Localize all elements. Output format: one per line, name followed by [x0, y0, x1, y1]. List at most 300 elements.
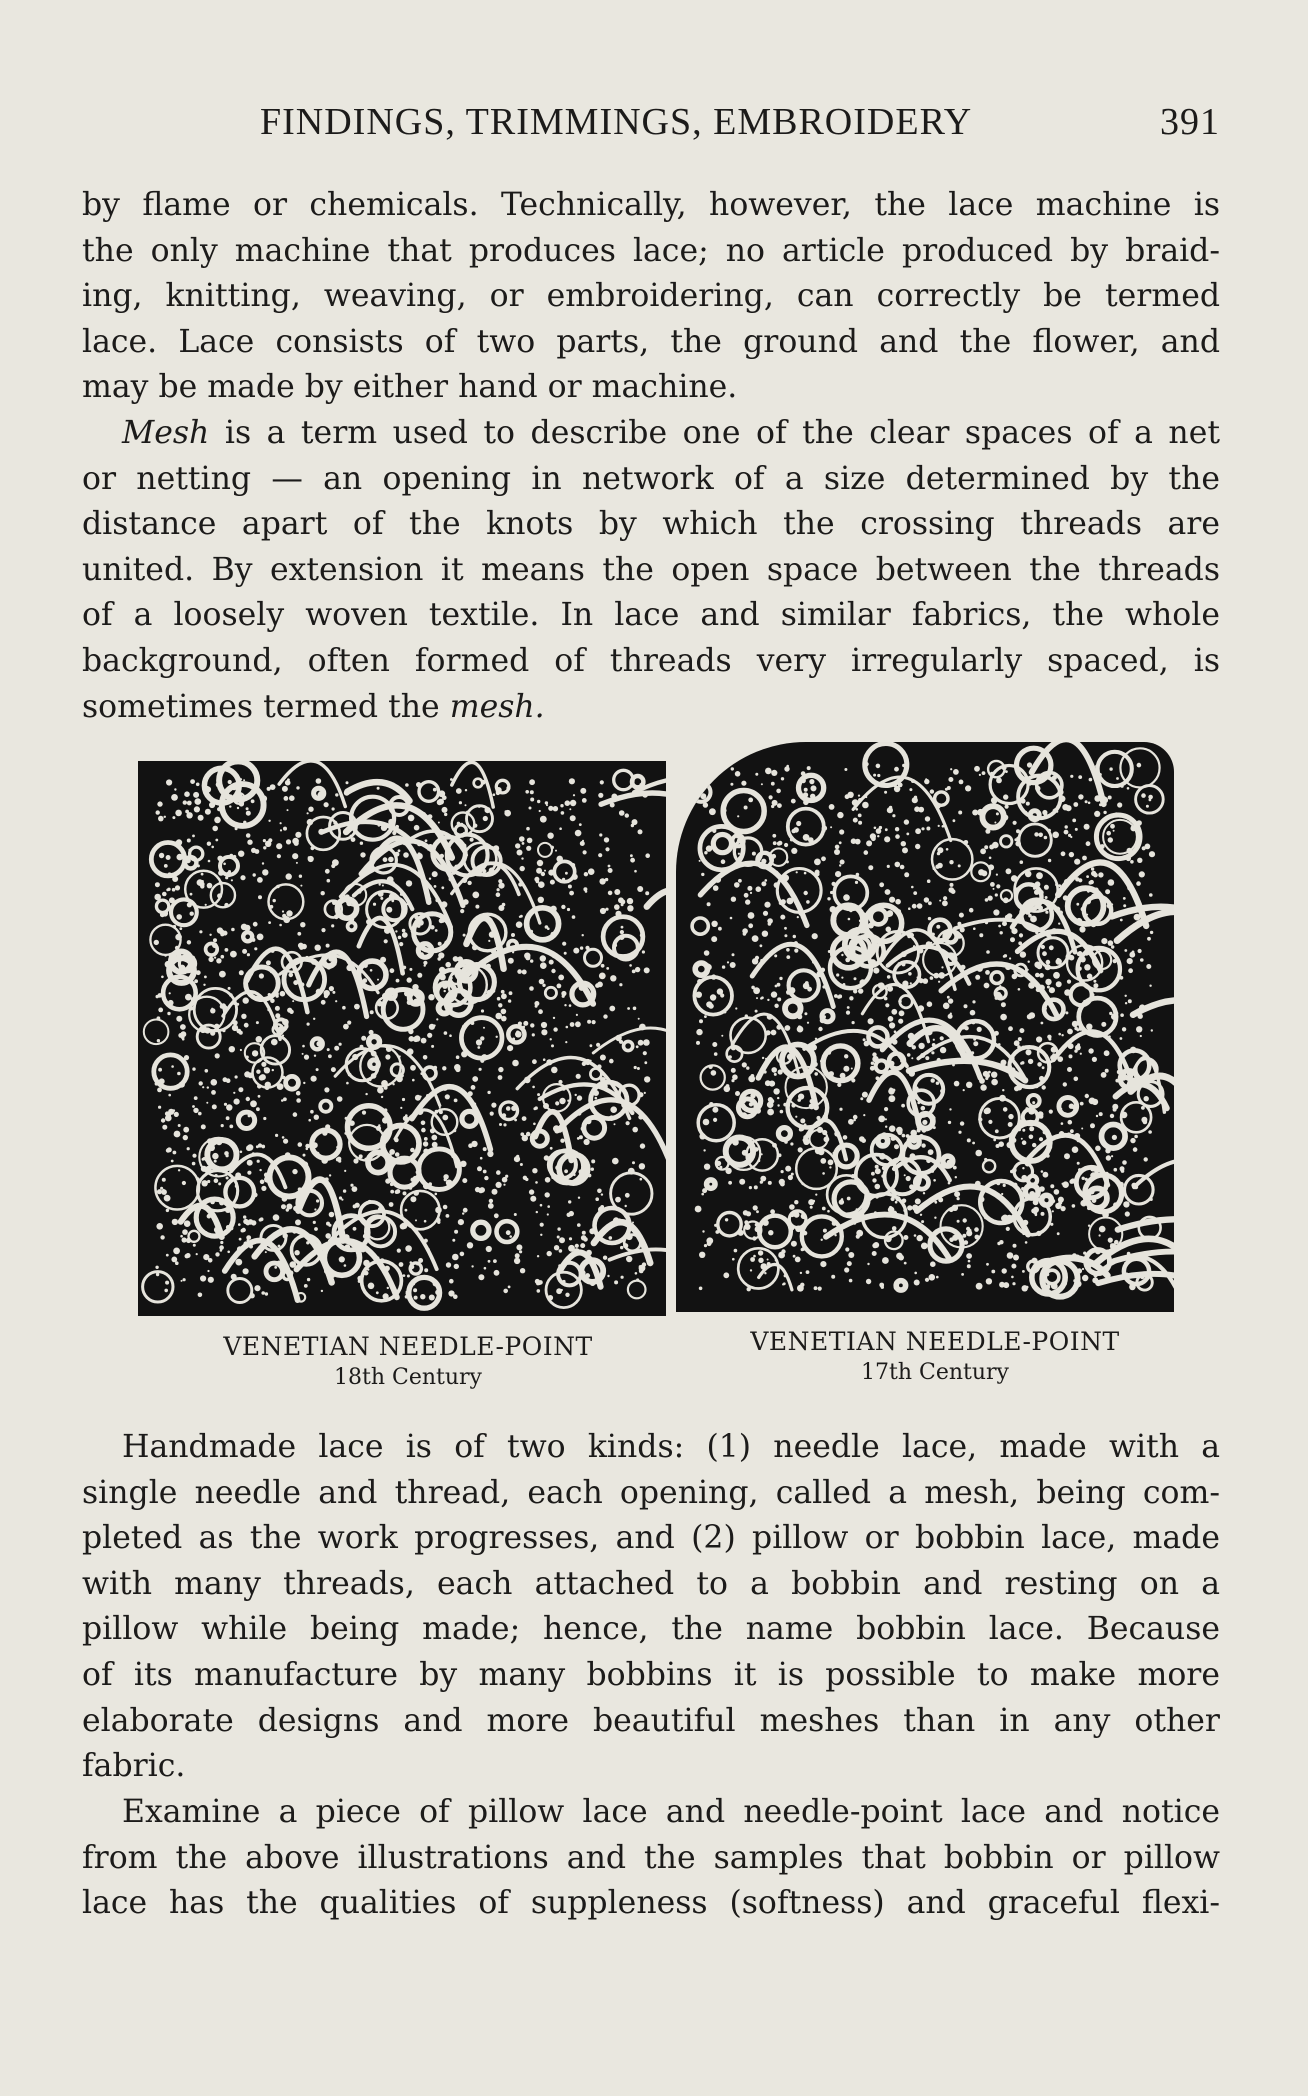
lace-mesh-dot — [1039, 1076, 1044, 1081]
lace-mesh-dot — [391, 899, 394, 902]
lace-mesh-dot — [316, 778, 322, 784]
lace-mesh-dot — [600, 780, 604, 784]
lace-mesh-dot — [1082, 1268, 1084, 1270]
lace-mesh-dot — [1080, 957, 1086, 963]
lace-mesh-dot — [864, 762, 868, 766]
lace-mesh-dot — [958, 1131, 961, 1134]
lace-mesh-dot — [526, 1132, 531, 1137]
lace-mesh-dot — [780, 915, 785, 920]
lace-mesh-dot — [157, 801, 162, 806]
lace-mesh-dot — [585, 1273, 590, 1278]
lace-mesh-dot — [382, 993, 389, 1000]
lace-mesh-dot — [766, 1030, 771, 1035]
lace-mesh-dot — [407, 977, 412, 982]
lace-scroll — [853, 777, 951, 840]
lace-mesh-dot — [414, 825, 420, 831]
lace-mesh-dot — [619, 934, 625, 940]
lace-mesh-dot — [1079, 926, 1085, 932]
lace-mesh-dot — [801, 771, 806, 776]
lace-mesh-dot — [902, 1199, 907, 1204]
lace-mesh-dot — [1137, 763, 1142, 768]
lace-mesh-dot — [598, 1206, 605, 1213]
lace-mesh-dot — [397, 1249, 401, 1253]
lace-mesh-dot — [403, 1191, 407, 1195]
lace-mesh-dot — [550, 846, 554, 850]
lace-mesh-dot — [1088, 1048, 1093, 1053]
lace-mesh-dot — [863, 1038, 866, 1041]
lace-mesh-dot — [716, 826, 718, 828]
lace-mesh-dot — [370, 969, 373, 972]
lace-mesh-dot — [171, 794, 178, 801]
lace-mesh-dot — [773, 1088, 779, 1094]
lace-mesh-dot — [471, 833, 474, 836]
lace-mesh-dot — [1148, 1130, 1152, 1134]
lace-mesh-dot — [164, 1289, 168, 1293]
lace-mesh-dot — [444, 990, 446, 992]
lace-mesh-dot — [409, 1036, 415, 1042]
lace-mesh-dot — [568, 1245, 575, 1252]
lace-mesh-dot — [1078, 1027, 1082, 1031]
lace-mesh-dot — [608, 868, 613, 873]
lace-mesh-dot — [1072, 819, 1076, 823]
lace-mesh-dot — [389, 1149, 395, 1155]
lace-mesh-dot — [454, 1264, 459, 1269]
lace-mesh-dot — [1037, 1062, 1042, 1067]
lace-mesh-dot — [794, 1200, 798, 1204]
lace-mesh-dot — [1041, 945, 1045, 949]
lace-mesh-dot — [496, 1170, 501, 1175]
lace-mesh-dot — [347, 1021, 351, 1025]
lace-motif — [1071, 984, 1092, 1005]
lace-mesh-dot — [479, 1068, 482, 1071]
lace-mesh-dot — [845, 1247, 849, 1251]
lace-mesh-dot — [704, 950, 710, 956]
lace-motif — [473, 1222, 489, 1238]
lace-mesh-dot — [280, 829, 282, 831]
lace-mesh-dot — [710, 994, 716, 1000]
lace-mesh-dot — [400, 1107, 402, 1109]
lace-mesh-dot — [253, 922, 258, 927]
lace-mesh-dot — [573, 948, 579, 954]
lace-mesh-dot — [398, 936, 402, 940]
lace-mesh-dot — [637, 886, 643, 892]
lace-mesh-dot — [165, 1281, 169, 1285]
lace-mesh-dot — [915, 1198, 921, 1204]
lace-mesh-dot — [233, 855, 237, 859]
lace-mesh-dot — [1012, 1282, 1015, 1285]
lace-mesh-dot — [273, 899, 276, 902]
lace-mesh-dot — [991, 797, 998, 804]
lace-mesh-dot — [278, 1245, 281, 1248]
lace-mesh-dot — [1039, 1186, 1045, 1192]
lace-mesh-dot — [783, 1103, 787, 1107]
lace-mesh-dot — [488, 1260, 491, 1263]
lace-mesh-dot — [767, 1109, 774, 1116]
lace-mesh-dot — [701, 873, 704, 876]
lace-mesh-dot — [771, 782, 775, 786]
lace-mesh-dot — [557, 1227, 560, 1230]
lace-mesh-dot — [605, 847, 609, 851]
lace-mesh-dot — [921, 827, 924, 830]
lace-mesh-dot — [843, 1066, 849, 1072]
lace-mesh-dot — [1102, 1212, 1109, 1219]
lace-mesh-dot — [1123, 1201, 1129, 1207]
lace-mesh-dot — [871, 1172, 875, 1176]
lace-mesh-dot — [588, 1174, 592, 1178]
lace-mesh-dot — [895, 1201, 898, 1204]
lace-mesh-dot — [580, 1243, 585, 1248]
lace-mesh-dot — [891, 1009, 897, 1015]
lace-mesh-dot — [547, 833, 553, 839]
lace-mesh-dot — [407, 1275, 410, 1278]
lace-mesh-dot — [416, 782, 421, 787]
lace-mesh-dot — [1008, 1026, 1013, 1031]
lace-mesh-dot — [1099, 773, 1102, 776]
lace-mesh-dot — [244, 1071, 250, 1077]
lace-mesh-dot — [202, 1086, 204, 1088]
lace-mesh-dot — [345, 1117, 348, 1120]
text-line: fabric. — [82, 1748, 186, 1785]
lace-mesh-dot — [212, 826, 218, 832]
text-line: single needle and thread, each opening, called a mesh, being com- — [82, 1474, 1220, 1511]
lace-mesh-dot — [545, 1192, 550, 1197]
lace-mesh-dot — [976, 1283, 983, 1290]
lace-mesh-dot — [508, 999, 511, 1002]
lace-mesh-dot — [777, 803, 782, 808]
lace-mesh-dot — [1082, 856, 1087, 861]
lace-mesh-dot — [475, 905, 479, 909]
lace-mesh-dot — [899, 1010, 905, 1016]
lace-mesh-dot — [966, 1082, 972, 1088]
lace-mesh-dot — [858, 821, 862, 825]
lace-mesh-dot — [768, 922, 772, 926]
lace-mesh-dot — [246, 1056, 249, 1059]
lace-mesh-dot — [285, 1025, 289, 1029]
lace-mesh-dot — [496, 791, 500, 795]
lace-mesh-dot — [530, 1023, 534, 1027]
lace-mesh-dot — [424, 1137, 428, 1141]
lace-mesh-dot — [1130, 825, 1136, 831]
lace-mesh-dot — [621, 926, 624, 929]
lace-mesh-dot — [696, 992, 702, 998]
lace-mesh-dot — [894, 1144, 899, 1149]
lace-mesh-dot — [621, 1276, 624, 1279]
lace-mesh-dot — [155, 882, 160, 887]
lace-mesh-dot — [173, 925, 176, 928]
lace-mesh-dot — [1063, 1082, 1067, 1086]
lace-mesh-dot — [407, 1000, 412, 1005]
lace-mesh-dot — [413, 1288, 417, 1292]
lace-mesh-dot — [901, 841, 906, 846]
lace-mesh-dot — [406, 880, 412, 886]
lace-mesh-dot — [804, 891, 808, 895]
lace-mesh-dot — [398, 849, 401, 852]
lace-motif — [1103, 820, 1137, 854]
lace-mesh-dot — [1085, 800, 1088, 803]
lace-mesh-dot — [709, 1102, 713, 1106]
lace-mesh-dot — [185, 1254, 190, 1259]
lace-mesh-dot — [537, 1281, 541, 1285]
lace-mesh-dot — [514, 1258, 520, 1264]
lace-mesh-dot — [949, 860, 953, 864]
lace-mesh-dot — [779, 977, 782, 980]
lace-mesh-dot — [943, 1003, 950, 1010]
lace-mesh-dot — [1008, 1114, 1013, 1119]
lace-mesh-dot — [221, 955, 225, 959]
lace-mesh-dot — [472, 892, 479, 899]
lace-mesh-dot — [1127, 848, 1133, 854]
lace-mesh-dot — [246, 1145, 252, 1151]
lace-mesh-dot — [1089, 1189, 1095, 1195]
lace-mesh-dot — [734, 1249, 738, 1253]
lace-mesh-dot — [410, 1196, 416, 1202]
lace-mesh-dot — [377, 1087, 384, 1094]
lace-mesh-dot — [270, 905, 274, 909]
lace-mesh-dot — [312, 1142, 318, 1148]
lace-mesh-dot — [637, 1067, 640, 1070]
lace-mesh-dot — [1036, 778, 1042, 784]
lace-mesh-dot — [197, 864, 200, 867]
lace-mesh-dot — [265, 1085, 270, 1090]
lace-mesh-dot — [770, 1099, 774, 1103]
lace-mesh-dot — [205, 1166, 212, 1173]
lace-mesh-dot — [936, 1276, 939, 1279]
lace-mesh-dot — [1121, 1188, 1126, 1193]
lace-mesh-dot — [741, 1112, 747, 1118]
lace-mesh-dot — [924, 897, 929, 902]
lace-mesh-dot — [386, 907, 392, 913]
lace-mesh-dot — [496, 1182, 502, 1188]
lace-mesh-dot — [829, 1166, 831, 1168]
lace-mesh-dot — [704, 1164, 710, 1170]
lace-mesh-dot — [1129, 1284, 1136, 1291]
lace-mesh-dot — [764, 902, 770, 908]
lace-mesh-dot — [735, 1007, 737, 1009]
lace-mesh-dot — [1110, 1004, 1114, 1008]
lace-mesh-dot — [432, 871, 438, 877]
lace-mesh-dot — [1011, 1276, 1014, 1279]
lace-mesh-dot — [957, 1197, 960, 1200]
lace-mesh-dot — [244, 1023, 249, 1028]
lace-mesh-dot — [753, 1205, 758, 1210]
lace-mesh-dot — [1013, 1255, 1019, 1261]
lace-mesh-dot — [1007, 1252, 1014, 1259]
lace-mesh-dot — [583, 850, 587, 854]
lace-mesh-dot — [369, 1030, 374, 1035]
lace-mesh-dot — [1139, 871, 1145, 877]
lace-mesh-dot — [201, 873, 204, 876]
lace-mesh-dot — [747, 1153, 752, 1158]
lace-mesh-dot — [165, 1115, 172, 1122]
lace-mesh-dot — [1130, 1047, 1137, 1054]
lace-mesh-dot — [1033, 1199, 1039, 1205]
lace-mesh-dot — [331, 924, 334, 927]
lace-mesh-dot — [813, 1062, 818, 1067]
lace-mesh-dot — [877, 923, 880, 926]
lace-mesh-dot — [258, 895, 262, 899]
lace-mesh-dot — [830, 891, 833, 894]
lace-mesh-dot — [1042, 1085, 1046, 1089]
lace-mesh-dot — [283, 1139, 288, 1144]
lace-mesh-dot — [212, 943, 218, 949]
lace-mesh-dot — [605, 908, 608, 911]
lace-mesh-dot — [1128, 968, 1133, 973]
lace-mesh-dot — [248, 1114, 251, 1117]
lace-mesh-dot — [384, 1086, 388, 1090]
lace-mesh-dot — [435, 1193, 438, 1196]
lace-mesh-dot — [247, 1160, 253, 1166]
lace-mesh-dot — [472, 945, 478, 951]
lace-mesh-dot — [558, 1080, 562, 1084]
lace-mesh-dot — [991, 1072, 997, 1078]
lace-mesh-dot — [1143, 1120, 1148, 1125]
lace-mesh-dot — [1144, 1157, 1148, 1161]
lace-mesh-dot — [1115, 812, 1119, 816]
lace-mesh-dot — [234, 1204, 239, 1209]
lace-mesh-dot — [506, 786, 510, 790]
lace-mesh-dot — [999, 1221, 1002, 1224]
lace-mesh-dot — [1066, 954, 1072, 960]
lace-mesh-dot — [537, 1289, 541, 1293]
lace-mesh-dot — [887, 975, 891, 979]
lace-mesh-dot — [1028, 1120, 1032, 1124]
lace-mesh-dot — [483, 1170, 487, 1174]
lace-mesh-dot — [868, 923, 874, 929]
lace-mesh-dot — [344, 1170, 346, 1172]
lace-mesh-dot — [209, 934, 211, 936]
lace-mesh-dot — [316, 1041, 322, 1047]
lace-mesh-dot — [889, 1206, 892, 1209]
lace-mesh-dot — [1051, 1047, 1057, 1053]
lace-mesh-dot — [529, 1189, 534, 1194]
lace-mesh-dot — [530, 1196, 536, 1202]
lace-mesh-dot — [292, 853, 298, 859]
text-line: ing, knitting, weaving, or embroidering, can correctly be termed — [82, 278, 1220, 315]
caption-title: VENETIAN NEEDLE-POINT — [750, 1327, 1120, 1356]
lace-mesh-dot — [970, 1010, 976, 1016]
text-line: Examine a piece of pillow lace and needle-point lace and notice — [122, 1794, 1220, 1830]
lace-mesh-dot — [991, 1270, 995, 1274]
lace-mesh-dot — [192, 1067, 195, 1070]
lace-mesh-dot — [786, 948, 790, 952]
lace-mesh-dot — [724, 1086, 731, 1093]
lace-mesh-dot — [1072, 1021, 1078, 1027]
lace-mesh-dot — [829, 804, 835, 810]
lace-mesh-dot — [506, 1230, 511, 1235]
lace-mesh-dot — [231, 928, 235, 932]
lace-mesh-dot — [815, 905, 817, 907]
lace-mesh-dot — [1091, 871, 1096, 876]
lace-mesh-dot — [919, 978, 924, 983]
lace-mesh-dot — [525, 790, 529, 794]
lace-mesh-dot — [561, 811, 565, 815]
lace-illustration-18th-century — [138, 761, 666, 1316]
lace-mesh-dot — [995, 996, 999, 1000]
lace-mesh-dot — [701, 1193, 704, 1196]
lace-mesh-dot — [706, 1001, 712, 1007]
lace-mesh-dot — [1059, 796, 1066, 803]
lace-mesh-dot — [601, 1193, 603, 1195]
lace-mesh-dot — [158, 816, 164, 822]
lace-mesh-dot — [240, 1151, 243, 1154]
lace-mesh-dot — [282, 1019, 289, 1026]
text-line: of a loosely woven textile. In lace and similar fabrics, the whole — [82, 597, 1220, 634]
lace-mesh-dot — [1120, 1013, 1124, 1017]
lace-mesh-dot — [600, 1055, 606, 1061]
lace-mesh-dot — [1033, 887, 1036, 890]
lace-mesh-dot — [569, 891, 574, 896]
lace-mesh-dot — [993, 909, 999, 915]
lace-mesh-dot — [603, 1014, 607, 1018]
lace-mesh-dot — [1019, 1028, 1024, 1033]
lace-mesh-dot — [713, 1118, 717, 1122]
lace-mesh-dot — [895, 834, 900, 839]
lace-mesh-dot — [570, 815, 576, 821]
lace-mesh-dot — [492, 989, 495, 992]
lace-mesh-dot — [182, 1181, 186, 1185]
lace-mesh-dot — [349, 917, 354, 922]
lace-mesh-dot — [1012, 974, 1018, 980]
lace-mesh-dot — [627, 1007, 630, 1010]
lace-mesh-dot — [547, 1205, 550, 1208]
lace-mesh-dot — [1061, 1206, 1066, 1211]
lace-mesh-dot — [807, 987, 812, 992]
lace-mesh-dot — [996, 812, 999, 815]
lace-mesh-dot — [897, 909, 901, 913]
lace-mesh-dot — [581, 1126, 586, 1131]
running-head — [260, 100, 1220, 150]
lace-mesh-dot — [384, 939, 388, 943]
lace-mesh-dot — [564, 1169, 568, 1173]
lace-mesh-dot — [1020, 1119, 1024, 1123]
lace-mesh-dot — [1003, 1282, 1009, 1288]
lace-mesh-dot — [699, 1287, 703, 1291]
lace-mesh-dot — [445, 962, 451, 968]
lace-mesh-dot — [535, 1181, 538, 1184]
lace-mesh-dot — [247, 1171, 251, 1175]
lace-mesh-dot — [909, 788, 912, 791]
lace-mesh-dot — [218, 870, 224, 876]
lace-mesh-dot — [433, 1280, 439, 1286]
lace-mesh-dot — [325, 869, 330, 874]
lace-mesh-dot — [315, 1152, 320, 1157]
lace-mesh-dot — [1013, 1183, 1018, 1188]
lace-mesh-dot — [905, 1284, 908, 1287]
lace-mesh-dot — [1027, 969, 1029, 971]
lace-mesh-dot — [365, 1240, 367, 1242]
lace-mesh-dot — [431, 1045, 434, 1048]
lace-mesh-dot — [158, 1008, 163, 1013]
lace-mesh-dot — [501, 993, 507, 999]
lace-mesh-dot — [590, 1044, 593, 1047]
lace-mesh-dot — [235, 1259, 242, 1266]
lace-motif — [1028, 1095, 1040, 1107]
lace-mesh-dot — [848, 1119, 854, 1125]
lace-mesh-dot — [1137, 858, 1142, 863]
lace-mesh-dot — [1087, 974, 1093, 980]
lace-mesh-dot — [465, 804, 467, 806]
lace-mesh-dot — [411, 1178, 415, 1182]
lace-mesh-dot — [471, 1141, 477, 1147]
lace-mesh-dot — [209, 802, 215, 808]
lace-mesh-dot — [207, 1180, 210, 1183]
lace-mesh-dot — [390, 968, 395, 973]
lace-mesh-dot — [516, 921, 523, 928]
lace-mesh-dot — [929, 1274, 936, 1281]
lace-mesh-dot — [930, 789, 934, 793]
lace-mesh-dot — [730, 783, 733, 786]
lace-mesh-dot — [343, 1024, 349, 1030]
